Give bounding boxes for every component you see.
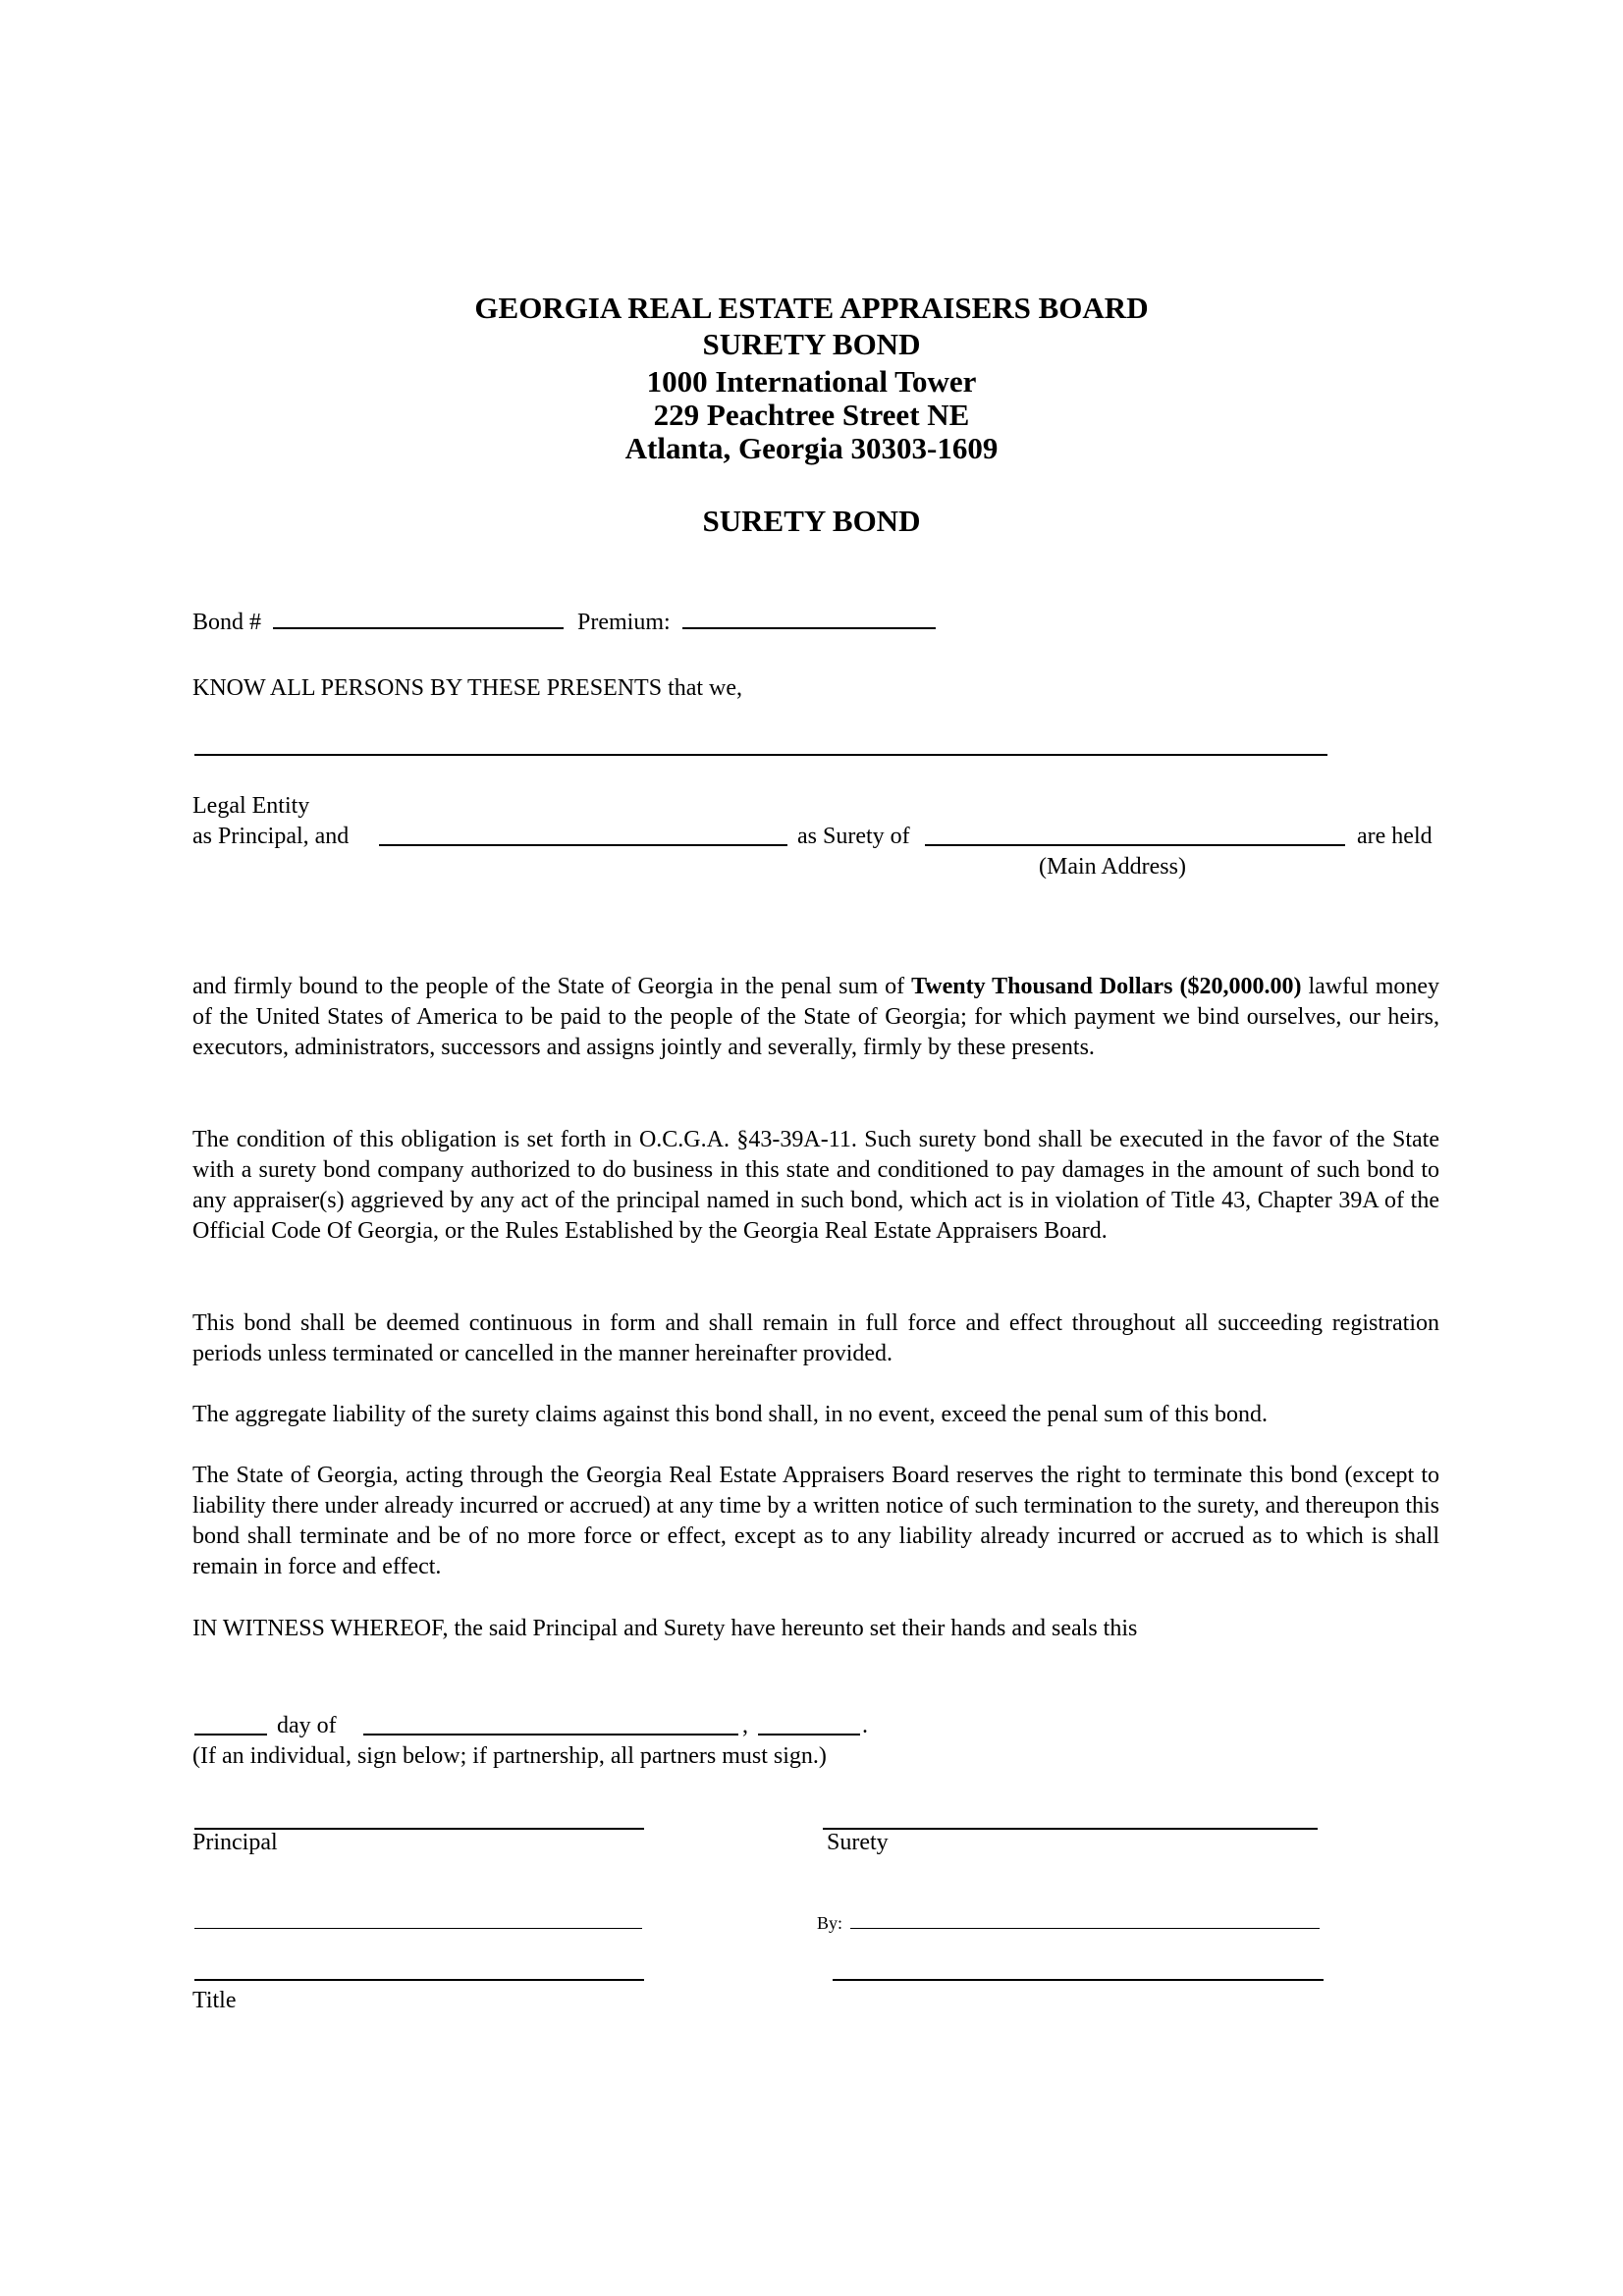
penal-sum-text: and firmly bound to the people of the State of Georgia in the penal sum of	[192, 974, 905, 999]
principal-second-signature-field[interactable]	[194, 1928, 642, 1929]
bond-number-label: Bond #	[192, 610, 262, 635]
title-label: Title	[192, 1988, 237, 2013]
address-line-3: Atlanta, Georgia 30303-1609	[624, 431, 999, 465]
paragraph-aggregate-liability: The aggregate liability of the surety claims against this bond shall, in no event, exceed the penal sum of this bond.	[192, 1402, 1269, 1427]
bond-number-field[interactable]	[273, 606, 564, 629]
main-address-field[interactable]	[925, 844, 1345, 846]
day-field[interactable]	[194, 1734, 267, 1735]
legal-entity-label: Legal Entity	[192, 793, 310, 819]
paragraph-witness: IN WITNESS WHEREOF, the said Principal and Surety have hereunto set their hands and seals this	[192, 1616, 1138, 1641]
penal-sum-amount: Twenty Thousand Dollars ($20,000.00)	[911, 974, 1302, 999]
address-line-2: 229 Peachtree Street NE	[653, 398, 970, 432]
day-of-label: day of	[277, 1713, 337, 1738]
paragraph-termination: The State of Georgia, acting through the Georgia Real Estate Appraisers Board reserves the right to terminate this bond (except to liability there under already incurred or accrued) at any time by a written notice of such termination to the surety, and thereupon this bond shall terminate and be of no more force or effect, except as to any liability already incurred or accrued as to which is shall remain in force and effect.	[192, 1463, 1439, 1579]
bond-title: SURETY BOND	[702, 327, 921, 361]
principal-label: Principal	[192, 1830, 278, 1855]
surety-signature-field[interactable]	[823, 1828, 1318, 1830]
section-title: SURETY BOND	[702, 504, 921, 538]
signing-instruction: (If an individual, sign below; if partnership, all partners must sign.)	[192, 1743, 827, 1769]
surety-title-field[interactable]	[833, 1979, 1324, 1981]
premium-label: Premium:	[577, 610, 671, 635]
paragraph-condition: The condition of this obligation is set forth in O.C.G.A. §43-39A-11. Such surety bond shall be executed in the favor of the State with a surety bond company authorized to do business in this state and conditioned to pay damages in the amount of such bond to any appraiser(s) aggrieved by any act of the principal named in such bond, which act is in violation of Title 43, Chapter 39A of the Official Code Of Georgia, or the Rules Established by the Georgia Real Estate Appraisers Board.	[192, 1127, 1439, 1244]
legal-entity-field[interactable]	[194, 754, 1327, 756]
premium-field[interactable]	[682, 606, 936, 629]
main-address-caption: (Main Address)	[1039, 854, 1186, 880]
period-separator: .	[862, 1713, 868, 1738]
comma-separator: ,	[742, 1713, 748, 1738]
principal-title-field[interactable]	[194, 1979, 644, 1981]
bond-number-row	[192, 606, 936, 638]
board-name: GEORGIA REAL ESTATE APPRAISERS BOARD	[474, 291, 1149, 325]
by-signature-field[interactable]	[850, 1928, 1320, 1929]
as-principal-label: as Principal, and	[192, 824, 350, 849]
surety-name-field[interactable]	[379, 844, 787, 846]
paragraph-continuous: This bond shall be deemed continuous in form and shall remain in full force and effect throughout all succeeding registration periods unless terminated or cancelled in the manner hereinafter provided.	[192, 1310, 1439, 1366]
are-held-label: are held	[1357, 824, 1433, 849]
year-field[interactable]	[758, 1734, 860, 1735]
address-line-1: 1000 International Tower	[646, 364, 977, 399]
penal-sum-text-continued: lawful money of the United States of America to be paid to the people of the State of Georgia; for which payment we bind ourselves, our heirs, executors, administrators, successors and assigns jointly and severally, firmly by these presents.	[192, 974, 1440, 1060]
as-surety-of-label: as Surety of	[797, 824, 910, 849]
by-label: By:	[817, 1913, 843, 1933]
paragraph-penal-sum	[192, 972, 1439, 1063]
month-field[interactable]	[363, 1734, 738, 1735]
surety-label: Surety	[827, 1830, 889, 1855]
know-all-persons: KNOW ALL PERSONS BY THESE PRESENTS that we,	[192, 675, 743, 701]
